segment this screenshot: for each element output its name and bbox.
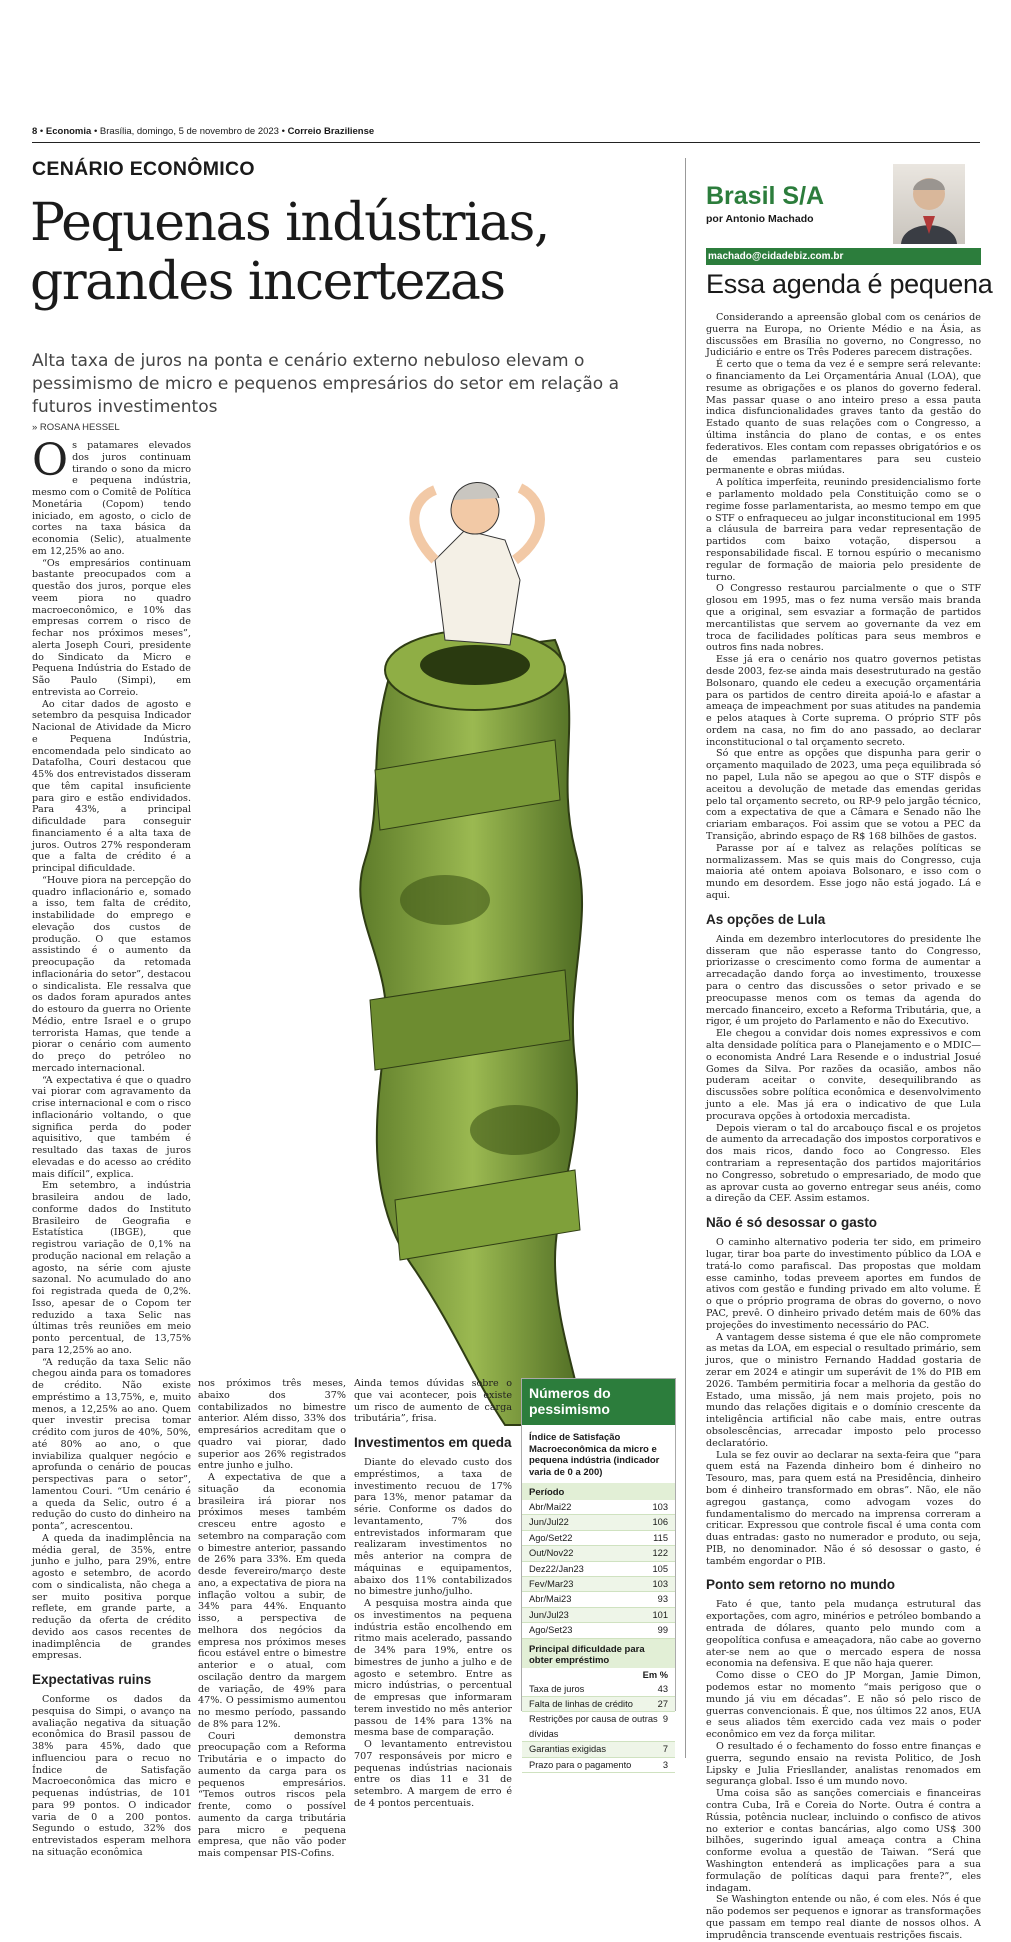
column-title: Essa agenda é pequena — [706, 269, 993, 299]
article-paragraph: nos próximos três meses, abaixo dos 37% contabilizados no bimestre anterior. Além disso, 33% dos empresários acreditam que o quadro vai piorar, dado superior aos 26% registrados entre junho e julho. — [198, 1378, 346, 1472]
column-paragraph: A política imperfeita, reunindo presidencialismo forte e parlamento moldado pela Constituição como se o regime fosse parlamentarista, ao mesmo tempo em que o STF o enfraqueceu ao julgar inconstitucional em 1995 a cláusula de barreira para vedar representação de partidos com baixo votação, dispersou a responsabilidade fiscal. E tornou espúrio o mecanismo regular de formação de maioria pelo presidente de turno. — [706, 477, 981, 583]
column-brand: Brasil S/A — [706, 182, 825, 210]
article-paragraph: A expectativa de que a situação da economia brasileira irá piorar nos próximos meses também cresceu entre agosto e setembro na comparação com o bimestre anterior, passando de 26% para 33%. Em queda desde fevereiro/março deste ano, a expectativa de piora na inflação voltou a subir, de 34% para 44%. Enquanto isso, a perspectiva de melhora dos negócios da empresa nos próximos meses ficou estável entre o bimestre anterior e o atual, com oscilação dentro da margem de variação, de 49% para 47%. O pessimismo aumentou no mesmo período, passando de 8% para 12%. — [198, 1472, 346, 1730]
row-value: 93 — [657, 1594, 668, 1605]
period-label: Período — [522, 1483, 675, 1500]
article-paragraph: Diante do elevado custo dos empréstimos, a taxa de investimento recuou de 17% para 13%, menor patamar da série. Conforme os dados do levantamento, 7% dos entrevistados informaram que realizaram investimentos no mês anterior na compra de máquinas e equipamentos, abaixo dos 11% contabilizados no bimestre junho/julho. — [354, 1457, 512, 1598]
table-row — [522, 1758, 675, 1773]
row-value: 105 — [652, 1563, 668, 1574]
row-label: Prazo para o pagamento — [529, 1759, 632, 1770]
column-author: por Antonio Machado — [706, 213, 814, 225]
column-paragraph: O resultado é o fechamento do fosso entre finanças e guerra, segundo ensaio na revista Politico, de Josh Lipsky e Julia Friesllander, analistas renomados em segurança global. Isso é um mundo novo. — [706, 1741, 981, 1788]
row-label: Abr/Mai23 — [529, 1594, 572, 1605]
table-row — [522, 1608, 675, 1623]
table-row — [522, 1623, 675, 1638]
row-label: Abr/Mai22 — [529, 1502, 572, 1512]
article-paragraph: Conforme os dados da pesquisa do Simpi, o avanço na avaliação negativa da situação econômica do Brasil passou de 38% para 45%, dado que influenciou para o recuo no Índice de Satisfação Macroeconômica das micro e pequenas indústrias, de 101 para 99 pontos. O indicador varia de 0 a 200 pontos. Segundo o estudo, 32% dos entrevistados esperam melhora na situação econômica — [32, 1694, 191, 1858]
row-value: 122 — [652, 1548, 668, 1559]
row-value: 43 — [657, 1683, 668, 1694]
table-row — [522, 1712, 675, 1742]
column-paragraph: Uma coisa são as sanções comerciais e financeiras contra Cuba, Irã e Coreia do Norte. Outra é contra a Rússia, potência nuclear, incluindo o confisco de ativos no exterior e contas bancárias, algo como US$ 300 bilhões, sugerindo igual ameaça contra a China conforme evolua a questão de Taiwan. “Será que Washington entenderá as implicações para a sua formulação de políticas daqui para frente?”, eles indagam. — [706, 1788, 981, 1894]
table-row — [522, 1682, 675, 1697]
row-value: 106 — [652, 1517, 668, 1528]
column-paragraph: A vantagem desse sistema é que ele não compromete as metas da LOA, em especial o resultado primário, sem juros, que o ministro Fernando Haddad gostaria de zerar em 2024 e atingir um superávit de 1% do PIB em 2026. Também permitiria focar a melhoria da gestão do Estado, uma missão, já nem mais projeto, pois no mundo das relações digitais e o domínio crescente da inteligência artificial não cabe mais, entre outras obsolescências, arrecadar imposto pelo processo declaratório. — [706, 1331, 981, 1449]
table-row — [522, 1515, 675, 1530]
section-heading: As opções de Lula — [706, 911, 826, 927]
article-paragraph: Ainda temos dúvidas sobre o que vai acontecer, pois existe um risco de aumento de carga tributária”, frisa. — [354, 1378, 512, 1425]
column-paragraph: Ele chegou a convidar dois nomes expressivos e com alta densidade política para o Planejamento e o MDIC— o economista André Lara Resende e o industrial Josué Gomes da Silva. Por razões da ocasião, ambos não puderam aceitar o convite, desequilibrando as discussões sobre política econômica e desenvolvimento junto a ele. Mas já era o indicativo de que Lula procurava opções à ortodoxia mercadista. — [706, 1028, 981, 1122]
article-paragraph: “A expectativa é que o quadro vai piorar com agravamento da crise internacional e com o risco inflacionário voltando, o que significa perda do poder aquisitivo, que também é resultado das taxas de juros elevadas e do acesso ao crédito mais difícil”, explica. — [32, 1074, 191, 1180]
table-row — [522, 1697, 675, 1712]
column-paragraph: Depois vieram o tal do arcabouço fiscal e os projetos de aumento da arrecadação dos impostos corporativos e dos mais ricos, dando foco ao Congresso. Eles contrariam a representação dos partidos majoritários no Congresso, sobretudo o empresariado, de modo que as aprovar custa ao governo entregar seus anéis, como a direção da CEF. Assim estamos. — [706, 1122, 981, 1205]
section-heading: Investimentos em queda — [354, 1435, 512, 1450]
row-value: 103 — [652, 1579, 668, 1590]
row-value: 99 — [657, 1625, 668, 1636]
article-paragraph: A queda da inadimplência na média geral, de 35%, entre junho e julho, para 29%, entre agosto e setembro, de acordo com o sindicalista, não chega a ser muito positiva porque reflete, em grande parte, a redução da oferta de crédito devido aos casos recentes de inadimplência de grandes empresas. — [32, 1532, 191, 1662]
row-value: 9 — [662, 1714, 668, 1725]
row-label: Fev/Mar23 — [529, 1579, 574, 1590]
column-body — [706, 312, 981, 1941]
top-rule — [32, 142, 980, 143]
index-table — [522, 1500, 675, 1639]
column-paragraph: Fato é que, tanto pela mudança estrutural das exportações, com agro, minérios e petróleo bombando a entrada de dólares, quanto pelo mundo com a geopolítica confusa e ameaçadora, não cabe ao governo ater-se nem ao que o mercado espera de nossa economia na defensiva. E que não haja querer. — [706, 1599, 981, 1670]
row-label: Garantias exigidas — [529, 1744, 606, 1755]
column-paragraph: Esse já era o cenário nos quatro governos petistas desde 2003, fez-se ainda mais desestruturado na gestão Bolsonaro, quando ele cedeu a execução orçamentária para os partidos de centro direita apoiá-lo e afastar a ameaça de impeachment por suas atitudes na pandemia e pelos ataques à Corte suprema. O próprio STF pôs ordem na casa, no fim do ano passado, ao declarar inconstitucional o tal orçamento secreto. — [706, 654, 981, 748]
row-label: Jun/Jul23 — [529, 1609, 569, 1620]
column-divider — [685, 158, 686, 1758]
row-label: Restrições por causa de outras dívidas — [529, 1714, 658, 1739]
page-folio: 8 • Economia • Brasília, domingo, 5 de novembro de 2023 • Correio Braziliense — [32, 126, 375, 137]
row-label: Falta de linhas de crédito — [529, 1699, 633, 1710]
column-paragraph: Considerando a apreensão global com os cenários de guerra na Europa, no Oriente Médio e na Ásia, as discussões em Brasília no governo, no Congresso, no Judiciário e entre os Três Poderes parecem distrações. — [706, 312, 981, 359]
table-row — [522, 1592, 675, 1607]
article-paragraph: “Os empresários continuam bastante preocupados com a questão dos juros, porque eles veem piora no quadro macroeconômico, e 10% das empresas correm o risco de fechar nos próximos meses”, alerta Joseph Couri, presidente do Sindicato da Micro e Pequena Indústria do Estado de São Paulo (Simpi), em entrevista ao Correio. — [32, 557, 191, 698]
table-row — [522, 1500, 675, 1515]
table-row — [522, 1742, 675, 1757]
difficulty-label: Principal dificuldade para obter empréstimo — [522, 1639, 675, 1668]
column-paragraph: Só que entre as opções que dispunha para gerir o orçamento maquilado de 2023, uma peça equilibrada só no papel, Lula não se apegou ao que o STF dispôs e aceitou a devolução de metade das emendas geridas pelo tal orçamento secreto, ou RP-9 pelo jargão técnico, com a expectativa de que a Câmara e Senado não lhe criariam embaraços. Foi assim que se votou a PEC da Transição, abrindo espaço de R$ 168 bilhões de gastos. — [706, 748, 981, 843]
row-value: 7 — [662, 1744, 668, 1755]
article-column-1 — [32, 435, 191, 1858]
row-value: 103 — [652, 1502, 668, 1512]
row-label: Jun/Jul22 — [529, 1517, 569, 1528]
difficulty-table — [522, 1682, 675, 1773]
section-heading: Expectativas ruins — [32, 1672, 152, 1687]
drop-cap: O — [32, 435, 69, 486]
column-paragraph: É certo que o tema da vez é e sempre será relevante: o financiamento da Lei Orçamentária Anual (LOA), que resume as obrigações e os planos do governo federal. Mas passar quase o ano inteiro preso a essa pauta indica disfuncionalidades graves tanto da gestão do Estado quanto de suas relações com o Congresso, a última instância do plano de contas, e os entes federativos. Eles contam com repasses obrigatórios e os de emendas parlamentares para seu custeio permanente e obras miúdas. — [706, 359, 981, 477]
column-paragraph: Lula se fez ouvir ao declarar na sexta-feira que “para quem está na Fazenda dinheiro bom é dinheiro no Tesouro, mas, para quem está na Presidência, dinheiro bom é dinheiro transformado em obras”. Não, ele não agregou gastança, como advogam vozes do fundamentalismo do mercado na imprensa correram a criticar. Expressou que controle fiscal é uma conta com duas entradas: gasto no numerador e produto, ou seja, PIB, no denominador. Não é só desossar o gasto, é também engordar o PIB. — [706, 1449, 981, 1567]
box-subtitle: Índice de Satisfação Macroeconômica da micro e pequena indústria (indicador varia de 0 a 200) — [529, 1432, 660, 1478]
article-paragraph: Em setembro, a indústria brasileira andou de lado, conforme dados do Instituto Brasileiro de Geografia e Estatística (IBGE), que registrou variação de 0,1% na produção nacional em relação a agosto, na série com ajuste sazonal. No acumulado do ano foi registrada queda de 0,2%. Isso, apesar de o Copom ter reduzido a taxa Selic nas últimas três reuniões em meio ponto percentual, de 13,75% para 12,25% ao ano. — [32, 1180, 191, 1356]
author-photo — [893, 164, 965, 244]
article-paragraph: “Houve piora na percepção do quadro inflacionário e, somado a isso, tem falta de crédito, instabilidade do emprego e elevação dos custos de produção. O que estamos assistindo é o aumento da preocupação da retomada inflacionária do setor”, destacou o sindicalista. Ele ressalva que os dados foram apurados antes do estouro da guerra no Oriente Médio, entre Israel e o grupo terrorista Hamas, que tende a piorar o cenário com aumento do preço do petróleo no mercado internacional. — [32, 874, 191, 1074]
percent-sign-illustration — [325, 440, 670, 1435]
author-email: machado@cidadebiz.com.br — [706, 248, 981, 265]
article-paragraph: A pesquisa mostra ainda que os investimentos na pequena indústria estão encolhendo em ritmo mais acelerado, passando de 34% para 19%, entre os bimestres de junho a julho e de agosto e setembro. Entre as micro indústrias, o percentual de empresas que informaram terem investido no mês anterior passou de 14% para 13% na mesma base de comparação. — [354, 1598, 512, 1739]
section-heading: Não é só desossar o gasto — [706, 1215, 878, 1231]
row-value: 27 — [657, 1699, 668, 1710]
data-box — [521, 1378, 676, 1770]
row-label: Ago/Set23 — [529, 1625, 573, 1636]
column-paragraph: O Congresso restaurou parcialmente o que o STF glosou em 1995, mas o fez numa versão mais branda que a original, sem esvaziar a formação de partidos mercantilistas que servem ao governante da vez em troca de facilidades políticas para seus membros e outros fins nada nobres. — [706, 583, 981, 654]
section-kicker: CENÁRIO ECONÔMICO — [32, 158, 255, 180]
column-paragraph: Parasse por aí e talvez as relações políticas se normalizassem. Mas se quis mais do Congresso, cuja maioria até ontem apoiava Bolsonaro, e isso com o mundo em desordem. Esse jogo não está jogado. Lá e aqui. — [706, 842, 981, 902]
article-paragraph: Os patamares elevados dos juros continuam tirando o sono da micro e pequena indústria, mesmo com o Comitê de Política Monetária (Copom) tendo iniciado, em agosto, o ciclo de cortes na taxa básica da economia (Selic), atualmente em 12,25% ao ano. — [32, 435, 191, 557]
row-label: Out/Nov22 — [529, 1548, 574, 1559]
row-value: 3 — [662, 1759, 668, 1770]
article-paragraph: Couri demonstra preocupação com a Reforma Tributária e o impacto do aumento da carga para os pequenos empresários. “Temos outros riscos pela frente, como o possível aumento da carga tributária para micro e pequena empresa, que não vão poder mais compensar PIS-Cofins. — [198, 1730, 346, 1859]
column-paragraph: Ainda em dezembro interlocutores do presidente lhe disseram que não esperasse tanto do Congresso, priorizasse o crescimento como forma de aumentar a arrecadação dando força ao investimento, trouxesse para o centro das discussões o setor privado e se preocupasse menos com os temas da agenda do mercado financeiro, exceto a Reforma Tributária, que, a rigor, é um projeto do Parlamento e não do Executivo. — [706, 933, 981, 1028]
row-label: Taxa de juros — [529, 1683, 585, 1694]
table-row — [522, 1531, 675, 1546]
headline: Pequenas indústrias, grandes incertezas — [30, 193, 549, 312]
article-column-3 — [354, 1378, 512, 1809]
unit-label: Em % — [642, 1669, 668, 1680]
article-paragraph: Ao citar dados de agosto e setembro da pesquisa Indicador Nacional de Atividade da Micro e Pequena Indústria, encomendada pelo sindicato ao Datafolha, Couri destacou que 45% dos entrevistados disseram que têm capital insuficiente para giro e estão endividados. Para 43%, a principal dificuldade para conseguir financiamento é a alta taxa de juros. Outros 27% responderam que a falta de crédito é a principal dificuldade. — [32, 698, 191, 874]
subheadline: Alta taxa de juros na ponta e cenário externo nebuloso elevam o pessimismo de micro e pequenos empresários do setor em relação a futuros investimentos — [32, 351, 619, 417]
column-paragraph: Se Washington entende ou não, é com eles. Nós é que não podemos ser pequenos e ignorar as transformações que passam em tempo real diante de nossos olhos. A imprudência transcende eventuais restrições fiscais. — [706, 1894, 981, 1941]
column-paragraph: Como disse o CEO do JP Morgan, Jamie Dimon, podemos estar no momento “mais perigoso que o mundo já viu em décadas”. E não só pelo risco de guerras convencionais. É que, nos últimos 22 anos, EUA e seus aliados têm exercido cada vez mais o poder econômico em vez da força militar. — [706, 1670, 981, 1741]
byline: » ROSANA HESSEL — [32, 422, 120, 433]
table-row — [522, 1562, 675, 1577]
row-label: Dez22/Jan23 — [529, 1563, 584, 1574]
box-title: Números do pessimismo — [522, 1379, 675, 1425]
row-label: Ago/Set22 — [529, 1532, 573, 1543]
article-column-2 — [198, 1378, 346, 1859]
section-heading: Ponto sem retorno no mundo — [706, 1577, 895, 1593]
column-paragraph: O caminho alternativo poderia ter sido, em primeiro lugar, tirar boa parte do investimento público da LOA e tratá-lo como parafiscal. Das propostas que moldam esse caminho, todas preveem aportes em fundos de ativos com gestão e funding privado em alto volume. É o que o próprio programa de obras do governo, o novo PAC, prevê. O dinheiro privado detém mais de 60% das projeções do investimento necessário do PAC. — [706, 1237, 981, 1331]
table-row — [522, 1546, 675, 1561]
table-row — [522, 1577, 675, 1592]
row-value: 101 — [652, 1609, 668, 1620]
row-value: 115 — [653, 1532, 668, 1543]
article-paragraph: O levantamento entrevistou 707 responsáveis por micro e pequenas indústrias nacionais entre os dias 11 e 31 de setembro. A margem de erro é de 4 pontos percentuais. — [354, 1739, 512, 1809]
article-paragraph: “A redução da taxa Selic não chegou ainda para os tomadores de crédito. Não existe empréstimo a 13,75%, e, muito menos, a 12,25% ao ano. Quem quer investir precisa tomar crédito com juros de 40%, 50%, até 80% ao ano, o que inviabiliza qualquer negócio e aprofunda o cenário de poucas perspectivas para o setor”, lamentou Couri. “Um cenário é a queda da Selic, outro é a redução do custo do dinheiro na ponta”, acrescentou. — [32, 1356, 191, 1532]
